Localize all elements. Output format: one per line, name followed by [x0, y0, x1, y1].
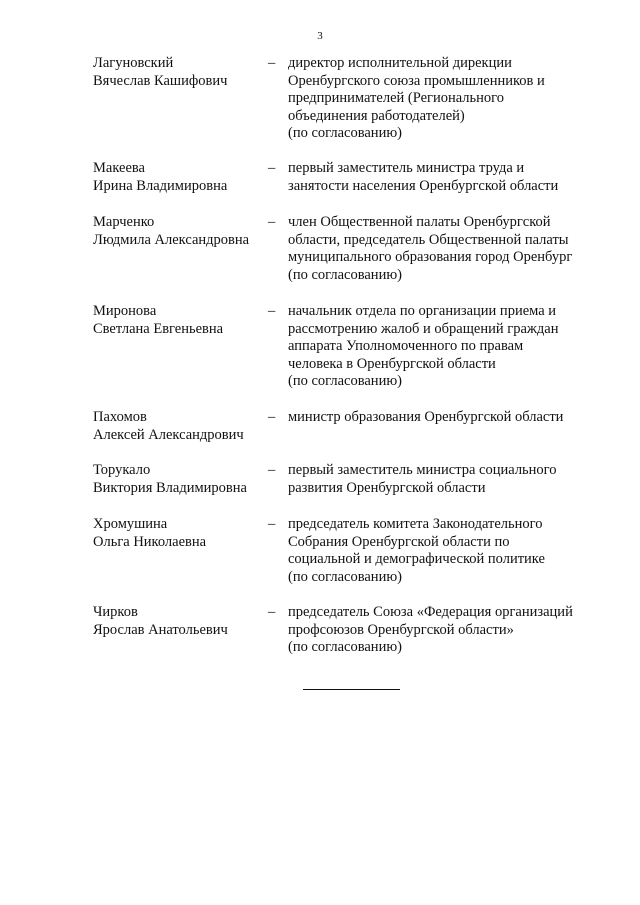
position-line: человека в Оренбургской области	[288, 355, 496, 372]
member-given-names: Алексей Александрович	[93, 426, 244, 443]
member-name	[93, 214, 268, 249]
member-position	[288, 409, 598, 427]
position-line: занятости населения Оренбургской области	[288, 177, 559, 194]
position-line: (по согласованию)	[288, 266, 402, 283]
dash-separator: –	[268, 214, 276, 230]
member-name	[93, 409, 268, 444]
member-given-names: Виктория Владимировна	[93, 479, 247, 496]
member-name	[93, 604, 268, 639]
member-name	[93, 55, 268, 90]
position-line: объединения работодателей)	[288, 107, 465, 124]
position-line: первый заместитель министра социального	[288, 462, 557, 478]
member-surname: Лагуновский	[93, 55, 174, 71]
member-name	[93, 462, 268, 497]
member-position	[288, 160, 598, 195]
position-line: (по согласованию)	[288, 125, 402, 141]
dash-separator: –	[268, 516, 276, 532]
member-position	[288, 462, 598, 497]
dash-separator: –	[268, 409, 276, 425]
member-position	[288, 303, 598, 391]
position-line: профсоюзов Оренбургской области»	[288, 621, 514, 638]
member-position	[288, 214, 598, 284]
position-line: (по согласованию)	[288, 639, 402, 655]
member-given-names: Людмила Александровна	[93, 231, 250, 248]
member-position	[288, 55, 598, 143]
member-given-names: Вячеслав Кашифович	[93, 72, 228, 89]
position-line: аппарата Уполномоченного по правам	[288, 338, 524, 354]
dash-separator: –	[268, 303, 276, 319]
dash-separator: –	[268, 55, 276, 71]
member-surname: Пахомов	[93, 409, 147, 425]
position-line: предпринимателей (Регионального	[288, 90, 504, 106]
member-surname: Торукало	[93, 462, 151, 478]
position-line: председатель комитета Законодательного	[288, 516, 543, 532]
position-line: (по согласованию)	[288, 568, 402, 585]
position-line: социальной и демографической политике	[288, 551, 545, 567]
member-surname: Марченко	[93, 214, 155, 230]
dash-separator: –	[268, 604, 276, 620]
dash-separator: –	[268, 160, 276, 176]
member-given-names: Ольга Николаевна	[93, 533, 207, 550]
position-line: развития Оренбургской области	[288, 479, 486, 496]
end-of-list-rule	[303, 689, 400, 690]
member-given-names: Ярослав Анатольевич	[93, 621, 228, 638]
page-number: 3	[317, 30, 323, 42]
position-line: председатель Союза «Федерация организаций	[288, 604, 573, 620]
member-name	[93, 160, 268, 195]
member-given-names: Светлана Евгеньевна	[93, 320, 224, 337]
position-line: (по согласованию)	[288, 373, 402, 389]
member-surname: Миронова	[93, 303, 157, 319]
dash-separator: –	[268, 462, 276, 478]
member-surname: Чирков	[93, 604, 138, 620]
position-line: области, председатель Общественной палаты	[288, 231, 569, 248]
member-name	[93, 303, 268, 338]
position-line: Собрания Оренбургской области по	[288, 533, 510, 550]
position-line: Оренбургского союза промышленников и	[288, 72, 545, 89]
member-surname: Макеева	[93, 160, 145, 176]
position-line: первый заместитель министра труда и	[288, 160, 525, 176]
position-line: член Общественной палаты Оренбургской	[288, 214, 551, 230]
member-given-names: Ирина Владимировна	[93, 177, 228, 194]
member-surname: Хромушина	[93, 516, 168, 532]
position-line: директор исполнительной дирекции	[288, 55, 512, 71]
position-line: министр образования Оренбургской области	[288, 409, 564, 425]
member-position	[288, 516, 598, 586]
position-line: рассмотрению жалоб и обращений граждан	[288, 320, 559, 337]
member-name	[93, 516, 268, 551]
position-line: муниципального образования город Оренбург	[288, 249, 573, 265]
position-line: начальник отдела по организации приема и	[288, 303, 557, 319]
member-position	[288, 604, 598, 657]
